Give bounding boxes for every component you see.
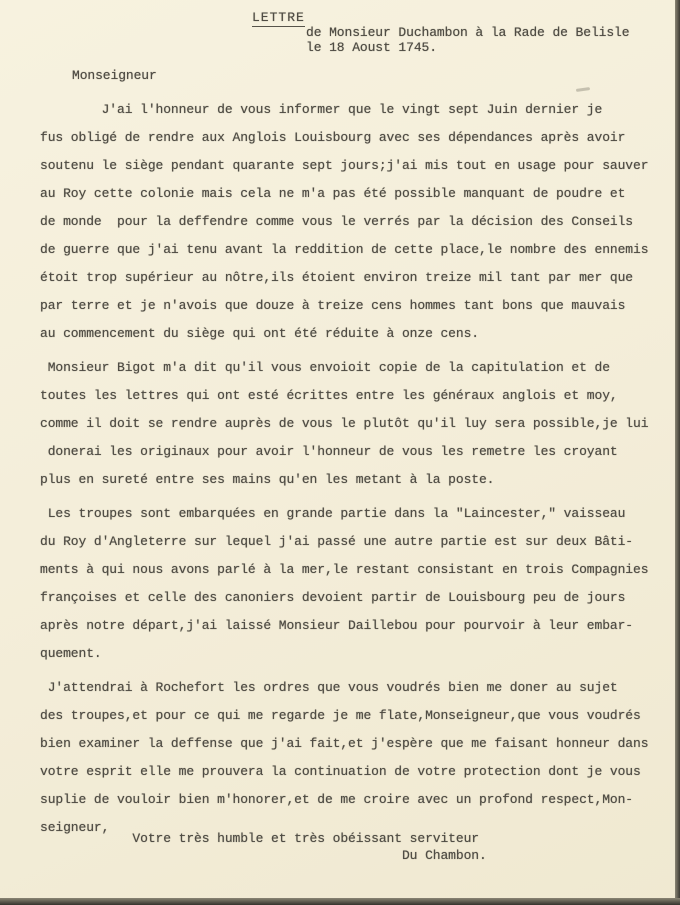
- letter-line: donerai les originaux pour avoir l'honneur de vous les remetre les croyant: [40, 444, 618, 459]
- letter-line: au commencement du siège qui ont été réduite à onze cens.: [40, 326, 479, 341]
- letter-line: après notre départ,j'ai laissé Monsieur Daillebou pour pourvoir à leur embar-: [40, 618, 633, 633]
- letter-line: seigneur,: [40, 820, 110, 835]
- letter-line: J'ai l'honneur de vous informer que le vingt sept Juin dernier je: [40, 102, 603, 117]
- letter-line: suplie de vouloir bien m'honorer,et de me croire avec un profond respect,Mon-: [40, 792, 633, 807]
- letter-line: Les troupes sont embarquées en grande partie dans la "Laincester," vaisseau: [40, 506, 626, 521]
- letter-title: [252, 10, 666, 25]
- letter-line: au Roy cette colonie mais cela ne m'a pas été possible manquant de poudre et: [40, 186, 626, 201]
- letter-line: Monsieur Bigot m'a dit qu'il vous envoioit copie de la capitulation et de: [40, 360, 610, 375]
- letter-body: [40, 96, 666, 842]
- letter-line: votre esprit elle me prouvera la continuation de votre protection dont je vous: [40, 764, 641, 779]
- letter-line: fus obligé de rendre aux Anglois Louisbourg avec ses dépendances après avoir: [40, 130, 626, 145]
- scan-edge-right: [675, 0, 680, 905]
- letter-subtitle-author: de Monsieur Duchambon à la Rade de Belisle: [306, 25, 630, 40]
- letter-content: [0, 10, 666, 864]
- letter-line: quement.: [40, 646, 102, 661]
- letter-closing: [40, 830, 666, 864]
- letter-line: comme il doit se rendre auprès de vous le plutôt qu'il luy sera possible,je lui: [40, 416, 649, 431]
- letter-subtitle-date: le 18 Aoust 1745.: [306, 40, 437, 55]
- signature: Du Chambon.: [40, 848, 487, 863]
- letter-line: bien examiner la deffense que j'ai fait,et j'espère que me faisant honneur dans: [40, 736, 649, 751]
- letter-line: de monde pour la deffendre comme vous le verrés par la décision des Conseils: [40, 214, 633, 229]
- letter-line: étoit trop supérieur au nôtre,ils étoient environ treize mil tant par mer que: [40, 270, 633, 285]
- valediction: Votre très humble et très obéissant serviteur: [40, 831, 479, 846]
- salutation: Monseigneur: [72, 68, 157, 83]
- letter-line: des troupes,et pour ce qui me regarde je me flate,Monseigneur,que vous voudrés: [40, 708, 641, 723]
- letter-line: par terre et je n'avois que douze à treize cens hommes tant bons que mauvais: [40, 298, 626, 313]
- letter-line: soutenu le siège pendant quarante sept jours;j'ai mis tout en usage pour sauver: [40, 158, 649, 173]
- letter-title-text: LETTRE: [252, 10, 305, 25]
- letter-line: du Roy d'Angleterre sur lequel j'ai passé une autre partie est sur deux Bâti-: [40, 534, 633, 549]
- letter-line: françoises et celle des canoniers devoient partir de Louisbourg peu de jours: [40, 590, 626, 605]
- scan-edge-bottom: [0, 898, 680, 905]
- letter-line: plus en sureté entre ses mains qu'en les metant à la poste.: [40, 472, 495, 487]
- letter-line: ments à qui nous avons parlé à la mer,le restant consistant en trois Compagnies: [40, 562, 649, 577]
- letter-line: de guerre que j'ai tenu avant la reddition de cette place,le nombre des ennemis: [40, 242, 649, 257]
- letter-line: toutes les lettres qui ont esté écrittes entre les généraux anglois et moy,: [40, 388, 618, 403]
- letter-line: J'attendrai à Rochefort les ordres que vous voudrés bien me doner au sujet: [40, 680, 618, 695]
